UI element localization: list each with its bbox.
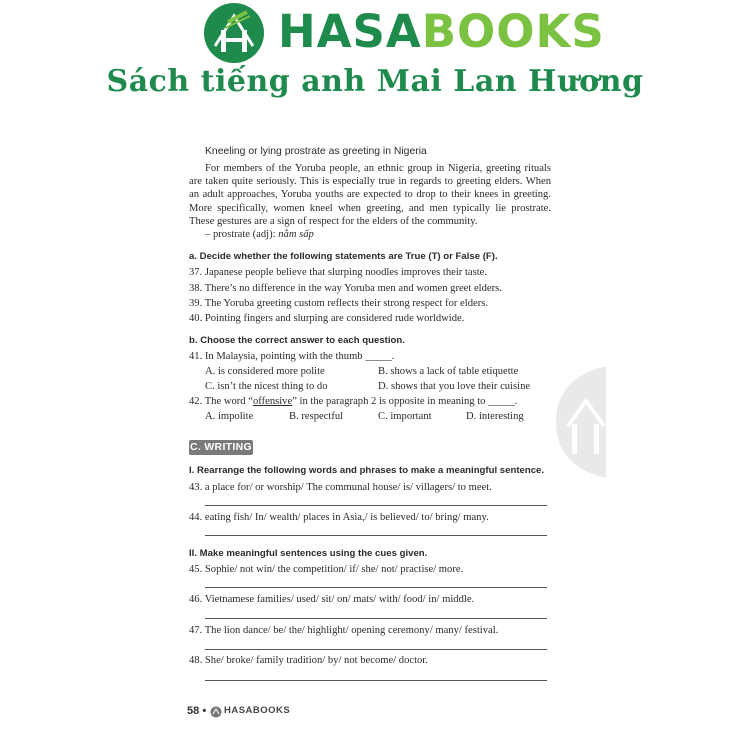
statement-39: 39. The Yoruba greeting custom reflects their strong respect for elders. <box>189 298 488 309</box>
brand-part-hasa: HASA <box>278 5 422 58</box>
question-42-option-a[interactable]: A. impolite <box>205 411 254 422</box>
writing-item-44: 44. eating fish/ In/ wealth/ places in Asia,/ is believed/ to/ bring/ many. <box>189 512 489 523</box>
section-b-instruction: b. Choose the correct answer to each question. <box>189 335 405 346</box>
question-42-option-d[interactable]: D. interesting <box>466 411 524 422</box>
answer-line-48[interactable] <box>205 680 547 681</box>
hasabooks-logo-icon <box>201 2 267 64</box>
answer-line-47[interactable] <box>205 649 547 650</box>
answer-line-46[interactable] <box>205 618 547 619</box>
statement-38: 38. There’s no difference in the way Yoruba men and women greet elders. <box>189 283 502 294</box>
page-number <box>187 705 206 717</box>
answer-line-44[interactable] <box>205 535 547 536</box>
question-41-option-a[interactable]: A. is considered more polite <box>205 366 325 377</box>
vocab-note <box>205 228 314 242</box>
answer-line-43[interactable] <box>205 505 547 506</box>
writing-section-badge: C. WRITING <box>190 441 252 453</box>
brand-name <box>278 6 605 58</box>
question-41-option-b[interactable]: B. shows a lack of table etiquette <box>378 366 519 377</box>
vocab-term: – prostrate (adj): <box>205 229 279 240</box>
footer-brand: HASABOOKS <box>224 705 291 716</box>
writing-part1-instruction: I. Rearrange the following words and phrases to make a meaningful sentence. <box>189 465 545 476</box>
question-42-stem-before: 42. The word “ <box>189 396 253 407</box>
question-41-stem: 41. In Malaysia, pointing with the thumb _____. <box>189 351 395 362</box>
writing-part2-instruction: II. Make meaningful sentences using the cues given. <box>189 548 428 559</box>
question-41-option-c[interactable]: C. isn’t the nicest thing to do <box>205 381 328 392</box>
answer-line-45[interactable] <box>205 587 547 588</box>
page-subtitle: Sách tiếng anh Mai Lan Hương <box>106 64 644 99</box>
statement-40: 40. Pointing fingers and slurping are considered rude worldwide. <box>189 313 465 324</box>
writing-item-43: 43. a place for/ or worship/ The communal house/ is/ villagers/ to meet. <box>189 482 492 493</box>
question-42-stem-after: ” in the paragraph 2 is opposite in meaning to _____. <box>292 396 518 407</box>
footer-logo-icon <box>210 706 222 718</box>
reading-heading: Kneeling or lying prostrate as greeting in Nigeria <box>205 146 427 157</box>
writing-item-47: 47. The lion dance/ be/ the/ highlight/ opening ceremony/ many/ festival. <box>189 625 499 636</box>
statement-37: 37. Japanese people believe that slurping noodles improves their taste. <box>189 267 488 278</box>
footer-separator: • <box>202 705 207 717</box>
section-a-instruction: a. Decide whether the following statements are True (T) or False (F). <box>189 251 498 262</box>
writing-item-46: 46. Vietnamese families/ used/ sit/ on/ mats/ with/ food/ in/ middle. <box>189 594 475 605</box>
reading-paragraph: For members of the Yoruba people, an ethnic group in Nigeria, greeting rituals are taken quite seriously. This is especially true in regards to greeting elders. When an adult approaches, Yoruba youths are expected to drop to their knees in greeting. More specifically, women kneel when greeting, and men typically lie prostrate. These gestures are a sign of respect for the elders of the community. <box>189 163 551 227</box>
question-42-option-b[interactable]: B. respectful <box>289 411 344 422</box>
hasabooks-watermark-icon <box>556 366 606 478</box>
page-number-value: 58 <box>187 705 200 717</box>
vocab-meaning: nằm sấp <box>278 229 314 240</box>
writing-item-48: 48. She/ broke/ family tradition/ by/ not become/ doctor. <box>189 655 428 666</box>
question-42-option-c[interactable]: C. important <box>378 411 432 422</box>
question-42-stem <box>189 395 517 409</box>
writing-item-45: 45. Sophie/ not win/ the competition/ if/ she/ not/ practise/ more. <box>189 564 464 575</box>
question-41-option-d[interactable]: D. shows that you love their cuisine <box>378 381 531 392</box>
brand-part-books: BOOKS <box>421 5 605 58</box>
question-42-keyword: offensive <box>252 396 293 407</box>
